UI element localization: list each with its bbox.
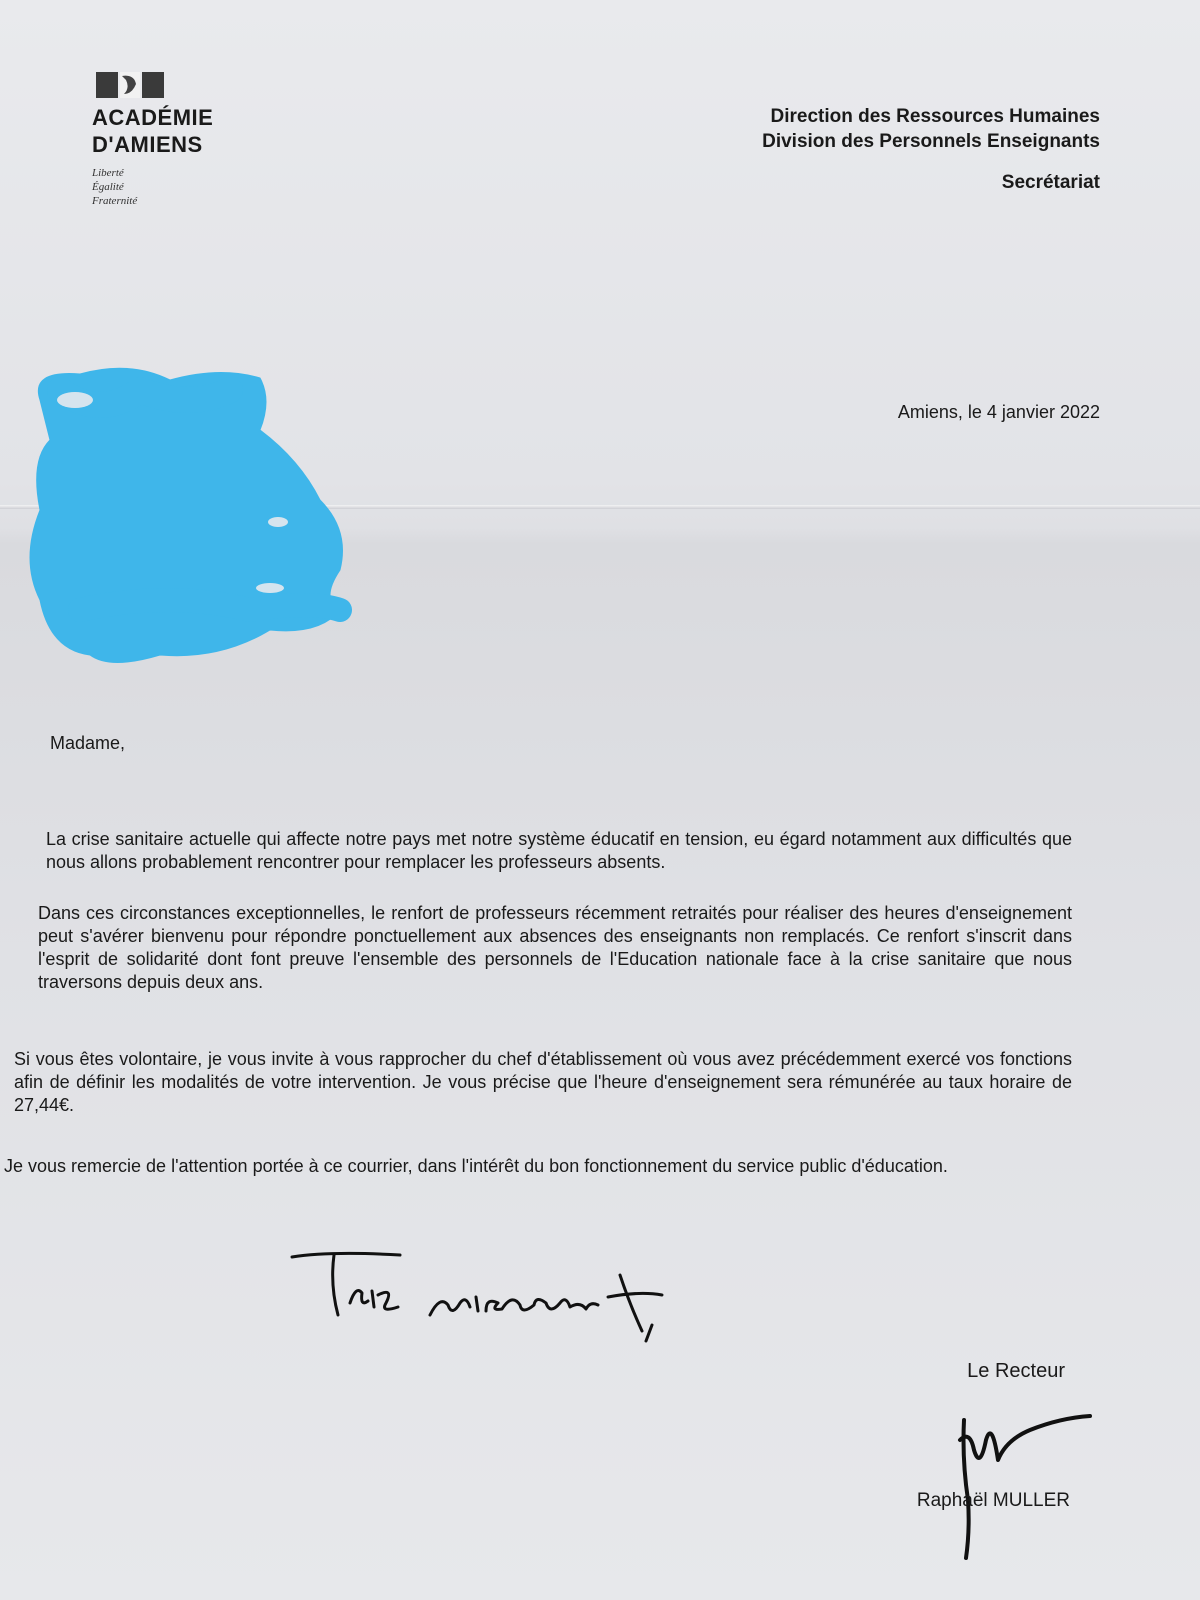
academy-logo-title bbox=[92, 104, 213, 158]
motto-egalite: Égalité bbox=[92, 181, 124, 193]
greeting: Madame, bbox=[50, 733, 126, 753]
signature-mark bbox=[940, 1400, 1100, 1560]
body-paragraph: La crise sanitaire actuelle qui affecte notre pays met notre système éducatif en tension, eu égard notamment aux difficultés que nous allons probablement rencontrer pour remplacer les professeurs absents. bbox=[46, 829, 1072, 872]
department-line1: Direction des Ressources Humaines bbox=[770, 106, 1100, 127]
handwritten-closing bbox=[290, 1245, 670, 1345]
body-paragraph: Si vous êtes volontaire, je vous invite à vous rapprocher du chef d'établissement où vous avez précédemment exercé vos fonctions afin de définir les modalités de votre intervention. Je vous précise que l'heure d'enseignement sera rémunérée au taux horaire de 27,44€. bbox=[14, 1049, 1072, 1115]
signatory-name: Raphaël MULLER bbox=[916, 1490, 1070, 1511]
body-paragraph: Dans ces circonstances exceptionnelles, le renfort de professeurs récemment retraités pour réaliser des heures d'enseignement peut s'avérer bienvenu pour répondre ponctuellement aux absences des enseignants non remplacés. Ce renfort s'inscrit dans l'esprit de solidarité dont font preuve l'ensemble des personnels de l'Education nationale face à la crise sanitaire que nous traversons depuis deux ans. bbox=[38, 903, 1072, 992]
signatory-role: Le Recteur bbox=[967, 1360, 1065, 1382]
body-paragraph: Je vous remercie de l'attention portée à ce courrier, dans l'intérêt du bon fonctionnement du service public d'éducation. bbox=[4, 1156, 948, 1176]
address-redaction-scribble bbox=[20, 360, 360, 680]
academy-title-line1: ACADÉMIE bbox=[92, 105, 214, 130]
republic-motto bbox=[92, 166, 137, 208]
motto-liberte: Liberté bbox=[92, 167, 124, 179]
letter-date: Amiens, le 4 janvier 2022 bbox=[897, 402, 1100, 422]
department-line2: Division des Personnels Enseignants bbox=[762, 131, 1100, 152]
department-header bbox=[762, 104, 1100, 154]
motto-fraternite: Fraternité bbox=[92, 195, 138, 207]
academy-title-line2: D'AMIENS bbox=[92, 132, 203, 157]
department-line3: Secrétariat bbox=[1001, 172, 1100, 193]
marianne-logo-icon bbox=[96, 72, 166, 98]
